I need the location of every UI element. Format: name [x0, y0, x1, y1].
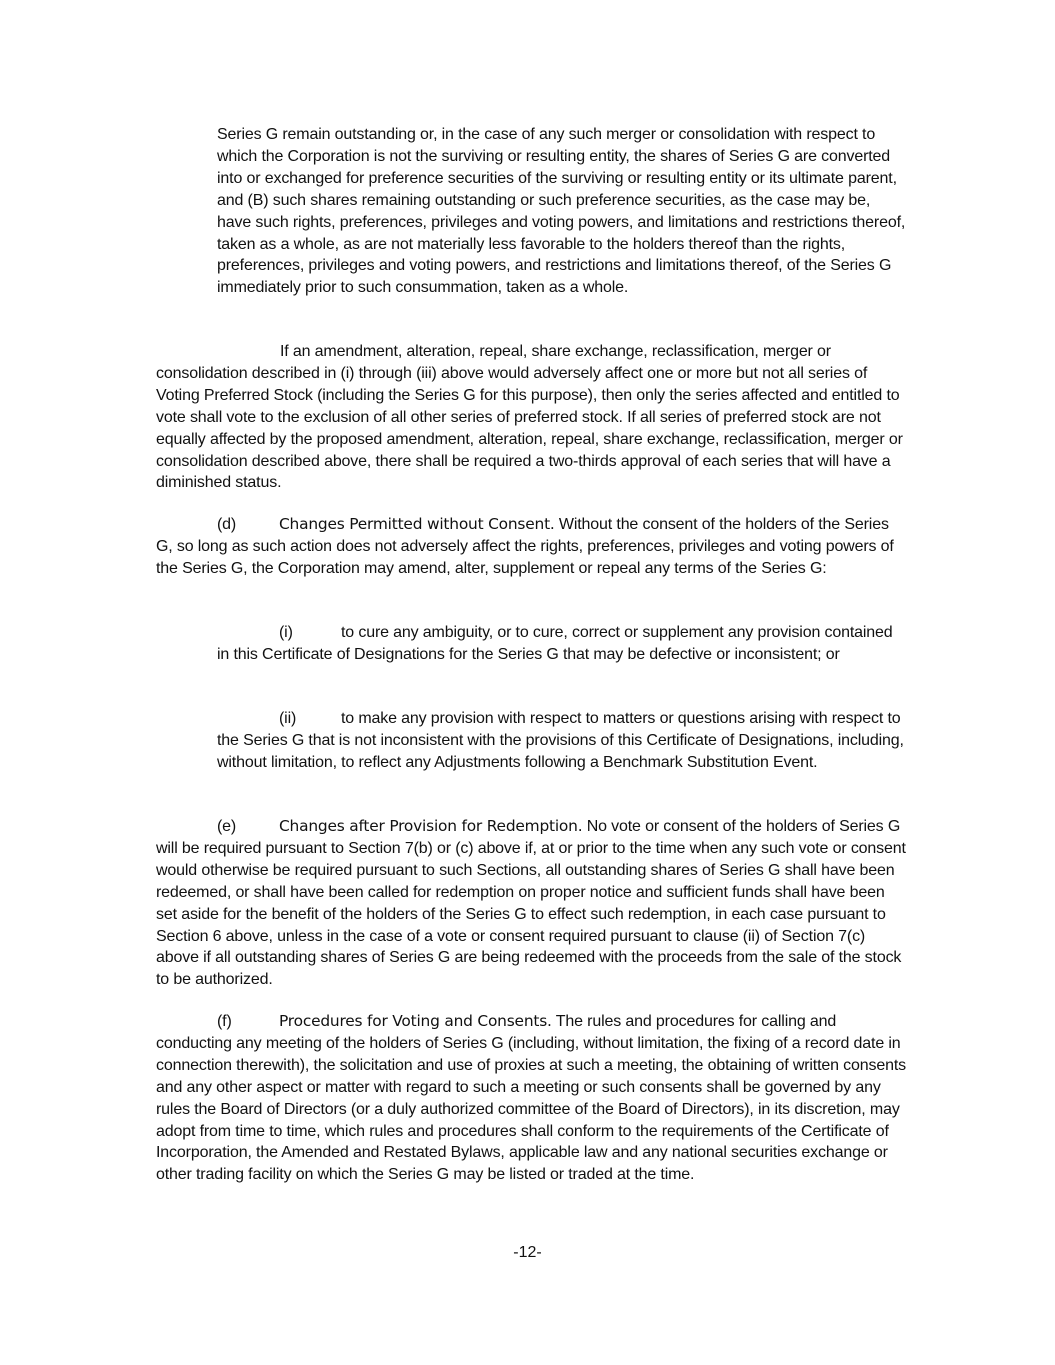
paragraph-merger-continuation	[217, 124, 907, 299]
paragraph-text: Without the consent of the holders of the Series G, so long as such action does not adversely affect the rights, preferences, privileges and voting powers of the Series G, the Corporation may amend, alter, supplement or repeal any terms of the Series G:	[156, 516, 894, 577]
section-d-changes-without-consent	[156, 514, 908, 580]
paragraph-text: to make any provision with respect to matters or questions arising with respect to the Series G that is not inconsistent with the provisions of this Certificate of Designations, including, without limitation, to reflect any Adjustments following a Benchmark Substitution Event.	[217, 710, 904, 771]
paragraph-text: The rules and procedures for calling and conducting any meeting of the holders of Series G (including, without limitation, the fixing of a record date in connection therewith), the solicitation and use of proxies at such a meeting, the obtaining of written consents and any other aspect or matter with regard to such a meeting or such consents shall be governed by any rules the Board of Directors (or a duly authorized committee of the Board of Directors), in its discretion, may adopt from time to time, which rules and procedures shall conform to the requirements of the Certificate of Incorporation, the Amended and Restated Bylaws, applicable law and any national securities exchange or other trading facility on which the Series G may be listed or traded at the time.	[156, 1013, 907, 1184]
page-number: -12-	[513, 1244, 542, 1261]
paragraph-text: Series G remain outstanding or, in the case of any such merger or consolidation with respect to which the Corporation is not the surviving or resulting entity, the shares of Series G are converted into or exchanged for preference securities of the surviving or resulting entity or its ultimate parent, and (B) such shares remaining outstanding or such preference securities, as the case may be, have such rights, preferences, privileges and voting powers, and limitations and restrictions thereof, taken as a whole, as are not materially less favorable to the holders thereof than the rights, preferences, privileges and voting powers, and restrictions and limitations thereof, of the Series G immediately prior to such consummation, taken as a whole.	[217, 126, 906, 297]
section-heading: Changes Permitted without Consent.	[279, 515, 555, 533]
section-label: (d)	[217, 516, 237, 533]
clause-ii-make-provision	[217, 708, 907, 774]
section-f-procedures-voting	[156, 1011, 908, 1186]
paragraph-text: to cure any ambiguity, or to cure, correct or supplement any provision contained in this Certificate of Designations for the Series G that may be defective or inconsistent; or	[217, 624, 893, 663]
section-heading: Procedures for Voting and Consents.	[279, 1012, 552, 1030]
section-heading: Changes after Provision for Redemption.	[279, 817, 583, 835]
paragraph-text: No vote or consent of the holders of Series G will be required pursuant to Section 7(b) or (c) above if, at or prior to the time when any such vote or consent would otherwise be required pursuant to such Sections, all outstanding shares of Series G shall have been redeemed, or shall have been called for redemption on proper notice and sufficient funds shall have been set aside for the benefit of the holders of the Series G to effect such redemption, in each case pursuant to Section 6 above, unless in the case of a vote or consent required pursuant to clause (ii) of Section 7(c) above if all outstanding shares of Series G are being redeemed with the proceeds from the sale of the stock to be authorized.	[156, 818, 906, 989]
section-label: (f)	[217, 1013, 232, 1030]
clause-i-cure-ambiguity	[217, 622, 907, 666]
paragraph-text: If an amendment, alteration, repeal, share exchange, reclassification, merger or consolidation described in (i) through (iii) above would adversely affect one or more but not all series of Voting Preferred Stock (including the Series G for this purpose), then only the series affected and entitled to vote shall vote to the exclusion of all other series of preferred stock. If all series of preferred stock are not equally affected by the proposed amendment, alteration, repeal, share exchange, reclassification, merger or consolidation described above, there shall be required a two-thirds approval of each series that will have a diminished status.	[156, 343, 903, 492]
clause-label: (ii)	[279, 710, 297, 727]
paragraph-series-voting	[156, 341, 908, 494]
section-e-changes-after-redemption	[156, 816, 908, 991]
clause-label: (i)	[279, 624, 293, 641]
section-label: (e)	[217, 818, 237, 835]
